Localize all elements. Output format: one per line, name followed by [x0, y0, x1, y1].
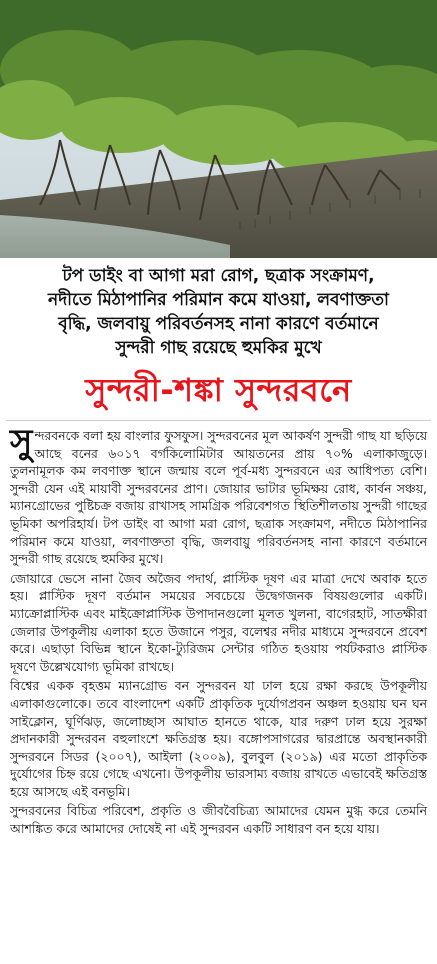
subheadline: [0, 258, 437, 360]
mangrove-illustration: [0, 0, 437, 258]
article-paragraph: বিশ্বের একক বৃহত্তম ম্যানগ্রোভ বন সুন্দরবন যা ঢাল হয়ে রক্ষা করছে উপকূলীয় এলাকাগুলোকে। তবে বাংলাদেশ একটি প্রাকৃতিক দুর্যোগপ্রবন অঞ্চল হওয়ায় ঘন ঘন সাইক্লোন, ঘূর্ণিঝড়, জলোচ্ছাস আঘাত হানতে থাকে, যার দরুণ ঢাল হয়ে সুরক্ষা প্রদানকারী সুন্দরবন বহুলাংশে ক্ষতিগ্রস্ত হয়। বঙ্গোপসাগরের দ্বারপ্রান্তে অবস্থানকারী সুন্দরবনে সিডর (২০০৭), আইলা (২০০৯), বুলবুল (২০১৯) এর মতো প্রাকৃতিক দুর্যোগের চিহ্ন রয়ে গেছে এখনো। উপকূলীয় ভারসাম্য বজায় রাখতে এভাবেই ক্ষতিগ্রস্ত হয়ে আসছে এই বনভূমি।: [10, 678, 427, 799]
drop-cap: সু: [10, 422, 33, 462]
headline: সুন্দরী-শঙ্কা সুন্দরবনে: [85, 371, 352, 409]
article-paragraph: জোয়ারে ভেসে নানা জৈব অজৈব পদার্থ, প্লাস্টিক দূষণ এর মাত্রা দেখে অবাক হতে হয়। প্লাস্টিক দূষণ বর্তমান সময়ের সবচেয়ে উদ্বেগজনক বিষয়গুলোর একটি। ম্যাক্রোপ্লাস্টিক এবং মাইক্রোপ্লাস্টিক উপাদানগুলো মূলত খুলনা, বাগেরহাট, সাতক্ষীরা জেলার উপকূলীয় এলাকা হতে উজানে পসুর, বলেশ্বর নদীর মাধ্যমে সুন্দরবনে প্রবেশ করে। এছাড়া বিভিন্ন স্থানে ইকো-ট্যুরিজম সেন্টার গঠিত হওয়ায় পর্যটকরাও প্লাস্টিক দূষণে উল্লেখযোগ্য ভূমিকা রাখছে।: [10, 570, 427, 674]
subheadline-line: বৃদ্ধি, জলবায়ু পরিবর্তনসহ নানা কারণে বর্তমানে: [58, 314, 379, 334]
article-paragraph: সুন্দরবনের বিচিত্র পরিবেশ, প্রকৃতি ও জীববৈচিত্র্য আমাদের যেমন মুগ্ধ করে তেমনি আশঙ্কিত করে আমাদের দোষেই না এই সুন্দরবন একটি সাধারণ বন হয়ে যায়।: [10, 803, 427, 837]
mangrove-forest-photo: [0, 0, 437, 258]
article-paragraph: [10, 422, 427, 568]
subheadline-line: টপ ডাইং বা আগা মরা রোগ, ছত্রাক সংক্রামণ,: [62, 266, 375, 286]
subheadline-line: সুন্দরী গাছ রয়েছে হুমকির মুখে: [115, 338, 322, 358]
paragraph-text: ন্দরবনকে বলা হয় বাংলার ফুসফুস। সুন্দরবনের মূল আকর্ষণ সুন্দরী গাছ যা ছড়িয়ে আছে বনের ৬০১৭ বর্গকিলোমিটার আয়তনের প্রায় ৭০% এলাকাজুড়ে। তুলনামূলক কম লবণাক্ত স্থানে জন্মায় বলে পূর্ব-মধ্য সুন্দরবনে এর আধিপত্য বেশি। সুন্দরী যেন এই মায়াবী সুন্দরবনের প্রাণ। জোয়ার ভাটার ভূমিক্ষয় রোধ, কার্বন সঞ্চয়, ম্যানগ্রোভের পুষ্টিচক্র বজায় রাখাসহ সামগ্রিক পরিবেশগত স্থিতিশীলতায় সুন্দরী গাছের ভূমিকা অপরিহার্য। টপ ডাইং বা আগা মরা রোগ, ছত্রাক সংক্রামণ, নদীতে মিঠাপানির পরিমান কমে যাওয়া, লবণাক্ততা বৃদ্ধি, জলবায়ু পরিবর্তনসহ নানা কারণে বর্তমানে সুন্দরী গাছ রয়েছে হুমকির মুখে।: [10, 428, 427, 567]
article-body: [0, 421, 437, 838]
subheadline-line: নদীতে মিঠাপানির পরিমান কমে যাওয়া, লবণাক্ততা: [48, 290, 389, 310]
